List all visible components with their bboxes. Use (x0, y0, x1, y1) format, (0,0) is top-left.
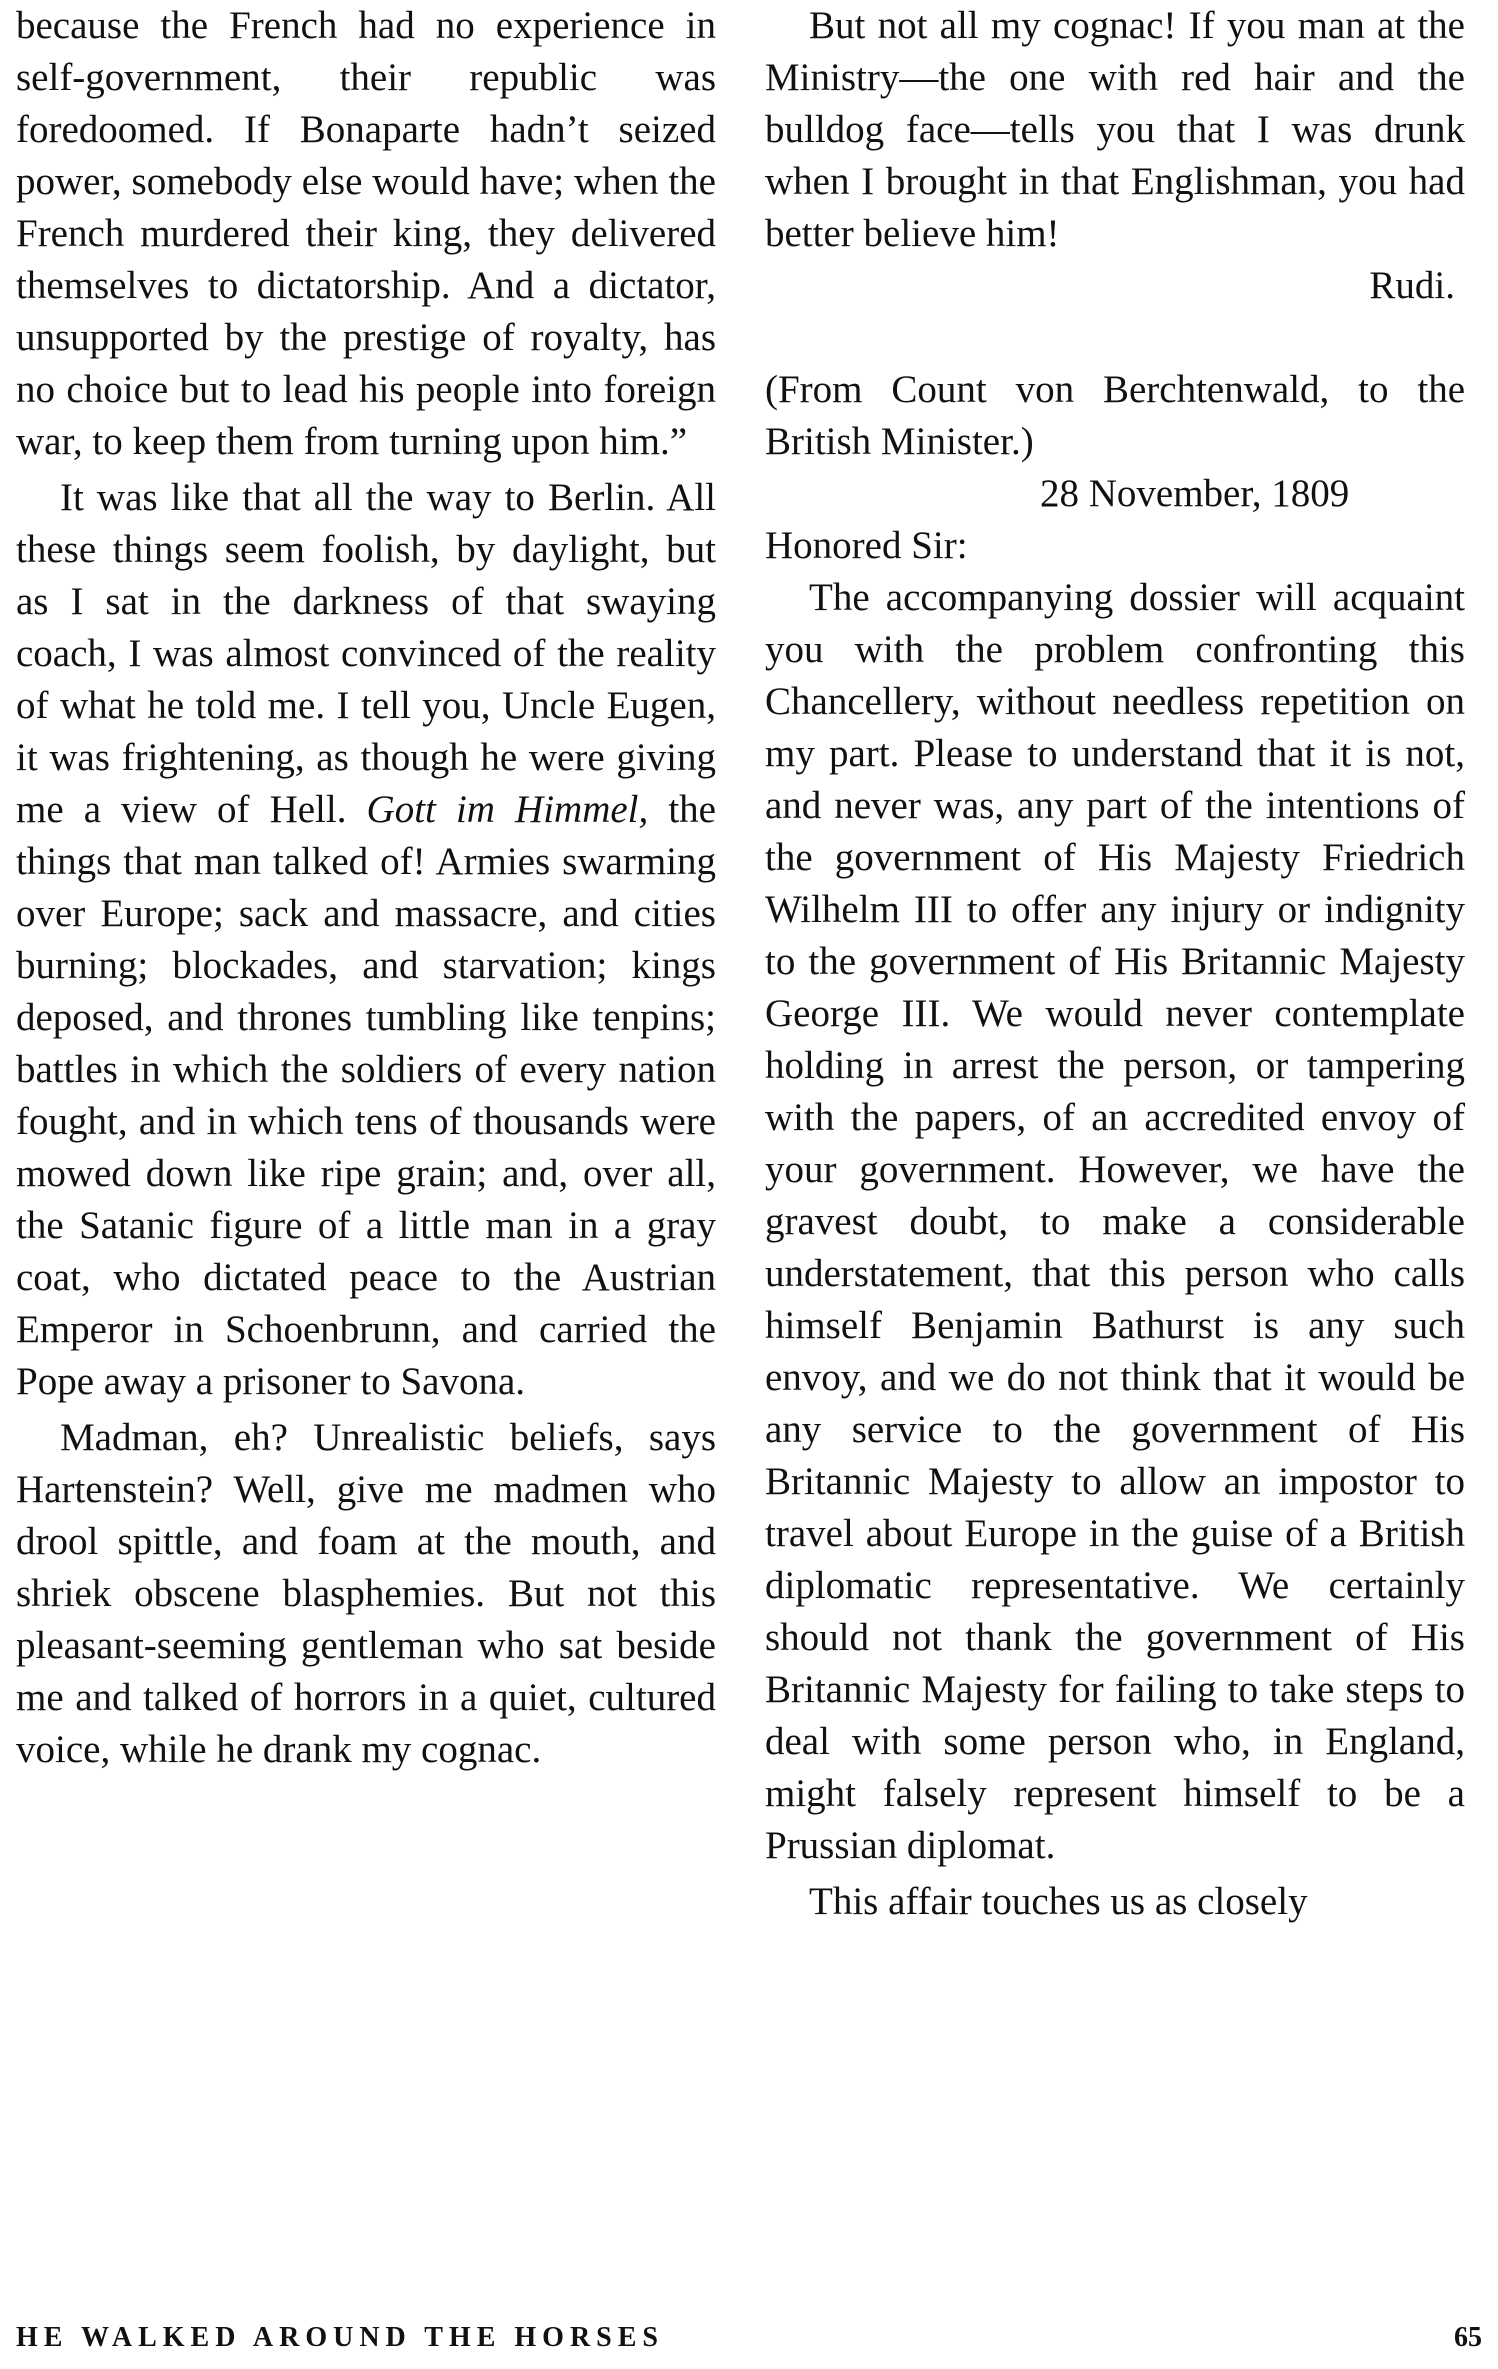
letter-salutation: Honored Sir: (765, 524, 968, 567)
page-footer (16, 2318, 1482, 2358)
right-column (765, 0, 1465, 1928)
left-column (16, 0, 716, 1776)
paragraph-left-2 (16, 472, 716, 1408)
paragraph-left-2-italic: Gott im Himmel, (366, 788, 649, 831)
section-gap (765, 312, 1465, 364)
paragraph-left-3: Madman, eh? Unrealistic beliefs, says Hartenstein? Well, give me madmen who drool spittle, and foam at the mouth, and shriek obscene blasphemies. But not this pleasant-seeming gentleman who sat beside me and talked of horrors in a quiet, cultured voice, while he drank my cognac. (16, 1416, 716, 1771)
letter-header: (From Count von Berchtenwald, to the British Minister.) (765, 368, 1465, 463)
running-title: HE WALKED AROUND THE HORSES (16, 2322, 664, 2353)
paragraph-left-2-part-2: the things that man talked of! Armies swarming over Europe; sack and massacre, and cities burning; blockades, and starvation; kings deposed, and thrones tumbling like tenpins; battles in which the soldiers of every nation fought, and in which tens of thousands were mowed down like ripe grain; and, over all, the Satanic figure of a little man in a gray coat, who dictated peace to the Austrian Emperor in Schoenbrunn, and carried the Pope away a prisoner to Savona. (16, 788, 716, 1403)
paragraph-left-1: because the French had no experience in self-government, their republic was foredoomed. If Bonaparte hadn’t seized power, somebody else would have; when the French murdered their king, they delivered themselves to dictatorship. And a dictator, unsupported by the prestige of royalty, has no choice but to lead his people into foreign war, to keep them from turning upon him.” (16, 4, 716, 463)
paragraph-right-3: This affair touches us as closely (809, 1880, 1308, 1923)
paragraph-left-2-part-1: It was like that all the way to Berlin. All these things seem foolish, by daylight, but as I sat in the darkness of that swaying coach, I was almost convinced of the reality of what he told me. I tell you, Uncle Eugen, it was frightening, as though he were giving me a view of Hell. (16, 476, 716, 831)
page-number: 65 (1454, 2322, 1482, 2353)
letter-signature: Rudi. (1369, 264, 1455, 307)
paragraph-right-2: The accompanying dossier will acquaint you with the problem confronting this Chancellery, without needless repetition on my part. Please to understand that it is not, and never was, any part of the intentions of the government of His Majesty Friedrich Wilhelm III to offer any injury or indignity to the government of His Britannic Majesty George III. We would never contemplate holding in arrest the person, or tampering with the papers, of an accredited envoy of your government. However, we have the gravest doubt, to make a considerable understatement, that this person who calls himself Benjamin Bathurst is any such envoy, and we do not think that it would be any service to the government of His Britannic Majesty to allow an impostor to travel about Europe in the guise of a British diplomatic representative. We certainly should not thank the government of His Britannic Majesty for failing to take steps to deal with some person who, in England, might falsely represent himself to be a Prussian diplomat. (765, 576, 1465, 1867)
letter-date: 28 November, 1809 (1040, 472, 1350, 515)
paragraph-right-1: But not all my cognac! If you man at the Ministry—the one with red hair and the bulldog face—tells you that I was drunk when I brought in that Englishman, you had better believe him! (765, 4, 1465, 255)
